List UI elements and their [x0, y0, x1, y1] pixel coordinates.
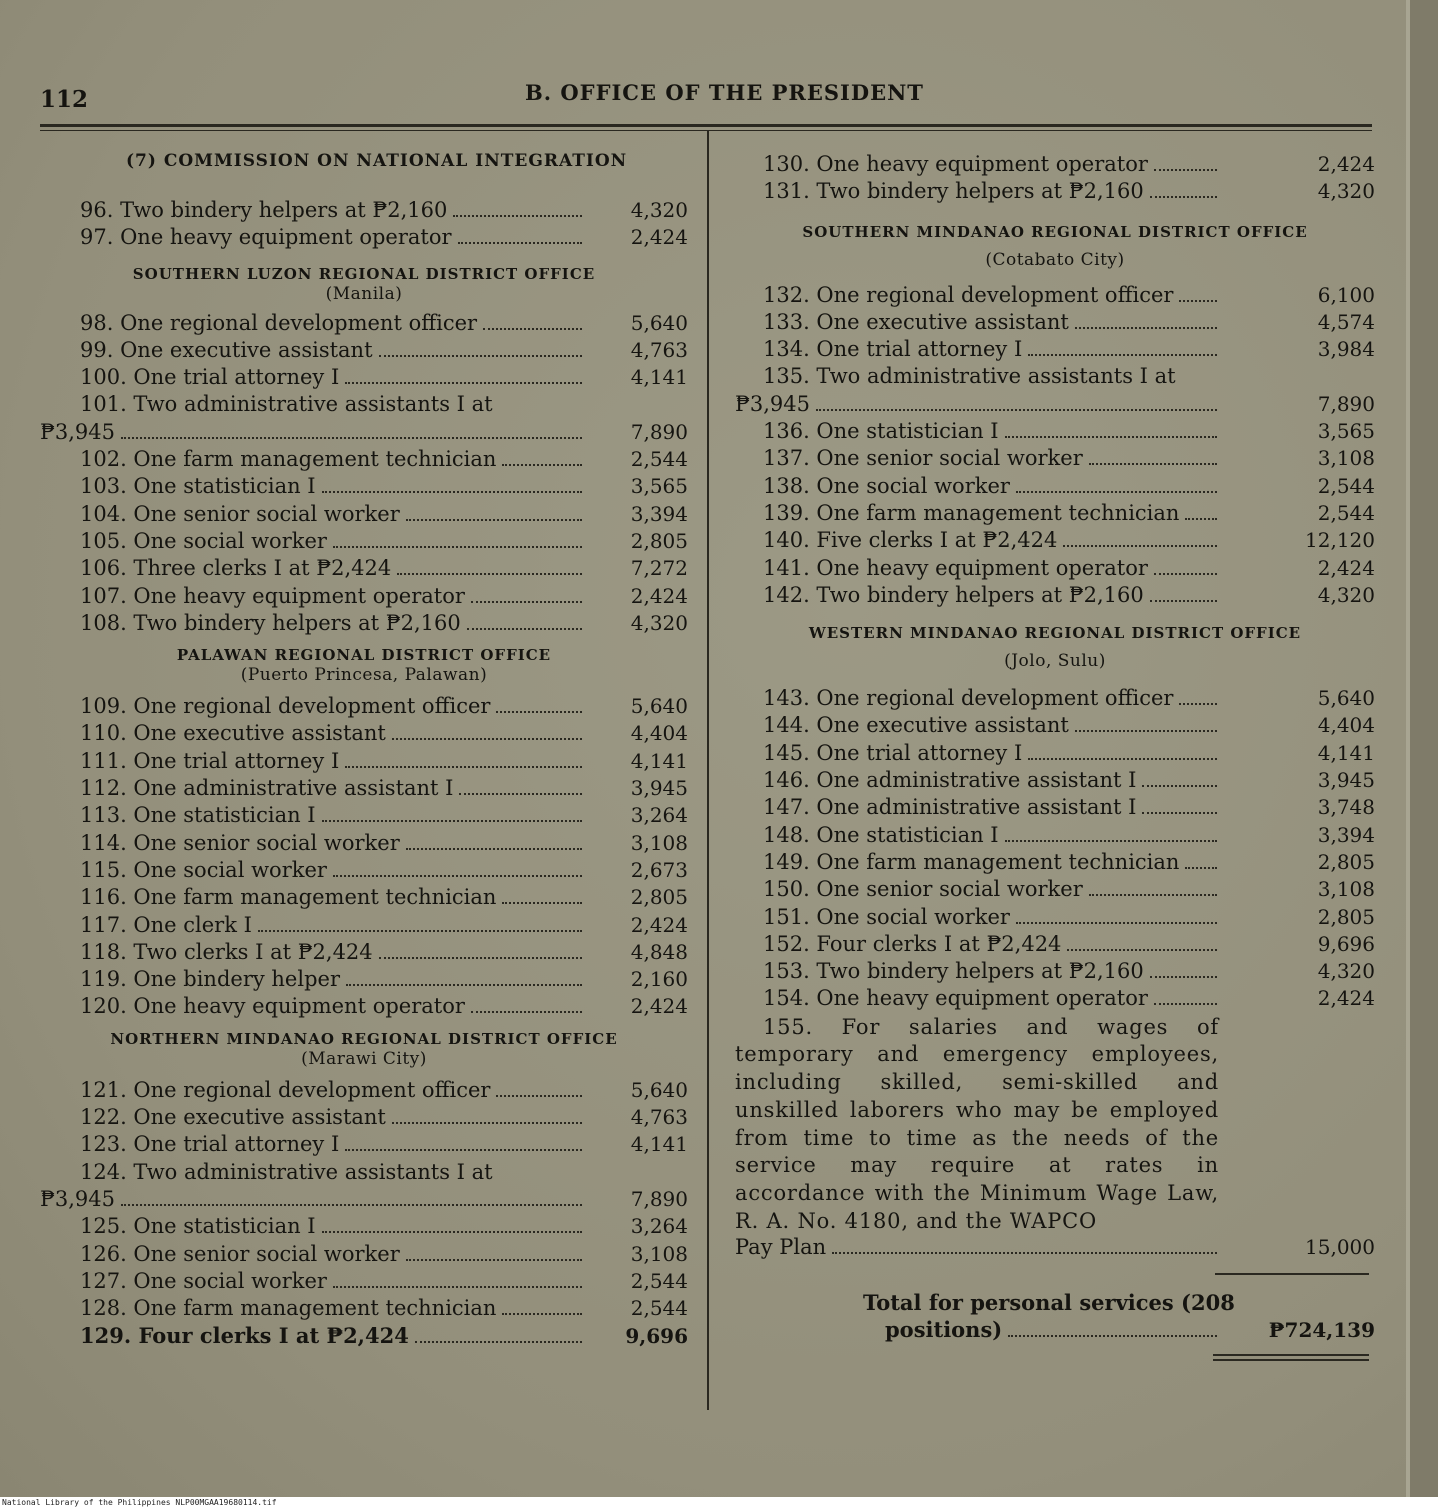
item-amount: 3,394: [630, 501, 688, 526]
line-item: [735, 905, 1375, 932]
line-item: [735, 1235, 1375, 1262]
item-amount: 3,108: [1317, 446, 1375, 471]
item-list: [40, 694, 688, 1022]
leader-dots: [483, 328, 582, 330]
item-text: 103. One statistician I: [80, 474, 316, 499]
line-item: [40, 721, 688, 748]
item-text: 142. Two bindery helpers at ₱2,160: [763, 582, 1144, 607]
item-text: 148. One statistician I: [763, 822, 999, 847]
item-amount: 2,424: [630, 225, 688, 250]
leader-dots: [1008, 1335, 1217, 1337]
item-list: [40, 1214, 688, 1350]
line-item: [40, 1269, 688, 1296]
item-amount: 3,108: [630, 830, 688, 855]
section-title: (7) COMMISSION ON NATIONAL INTEGRATION: [126, 151, 628, 171]
leader-dots: [1089, 894, 1217, 896]
leader-dots: [1016, 491, 1217, 493]
leader-dots: [345, 382, 582, 384]
leader-dots: [1005, 840, 1217, 842]
item-text: 124. Two administrative assistants I at: [80, 1159, 493, 1184]
item-amount: 7,890: [630, 419, 688, 444]
line-item: [40, 198, 688, 225]
line-item: [40, 803, 688, 830]
item-text: 116. One farm management technician: [80, 885, 497, 910]
leader-dots: [1063, 545, 1217, 547]
item-text: 113. One statistician I: [80, 803, 316, 828]
item-amount: 9,696: [1317, 931, 1375, 956]
item-amount: 4,141: [630, 1132, 688, 1157]
item-amount: 2,544: [630, 1296, 688, 1321]
item-amount: 2,424: [630, 994, 688, 1019]
item-amount: 4,320: [1317, 959, 1375, 984]
leader-dots: [1028, 758, 1217, 760]
item-amount: 4,848: [630, 939, 688, 964]
item-list: [40, 1078, 688, 1160]
line-item: [40, 913, 688, 940]
item-text: 137. One senior social worker: [763, 446, 1083, 471]
leader-dots: [379, 957, 582, 959]
item-amount: 2,160: [630, 967, 688, 992]
line-item: [40, 502, 688, 529]
line-item: [40, 1323, 688, 1350]
leader-dots: [1028, 354, 1217, 356]
leader-dots: [1075, 327, 1217, 329]
item-amount: 2,805: [630, 528, 688, 553]
item-text: 125. One statistician I: [80, 1214, 316, 1239]
line-item: [735, 986, 1375, 1013]
leader-dots: [333, 546, 582, 548]
item-amount: 2,424: [630, 583, 688, 608]
line-item: [735, 768, 1375, 795]
item-amount: 5,640: [630, 1077, 688, 1102]
leader-dots: [345, 1149, 582, 1151]
item-text: 129. Four clerks I at ₱2,424: [80, 1323, 409, 1349]
line-item: [40, 885, 688, 912]
item-text: 97. One heavy equipment operator: [80, 225, 452, 250]
line-item: [40, 967, 688, 994]
item-text: 96. Two bindery helpers at ₱2,160: [80, 198, 448, 222]
item-text: 100. One trial attorney I: [80, 365, 340, 390]
office-place: (Cotabato City): [985, 249, 1125, 270]
line-item: [40, 225, 688, 252]
item-text: 150. One senior social worker: [763, 877, 1083, 902]
item-amount: 4,320: [1317, 582, 1375, 607]
item-text: 106. Three clerks I at ₱2,424: [80, 556, 392, 581]
item-amount: 3,394: [1317, 822, 1375, 847]
item-amount: 3,565: [630, 474, 688, 499]
scan-footer: National Library of the Philippines NLP00MGAA19680114.tif: [0, 1497, 1438, 1508]
leader-dots: [458, 242, 582, 244]
item-amount: 4,320: [630, 610, 688, 635]
item-text: 138. One social worker: [763, 473, 1010, 498]
item-text: 146. One administrative assistant I: [763, 768, 1137, 793]
line-item-continuation: [40, 420, 688, 447]
item-amount: 2,805: [1317, 904, 1375, 929]
leader-dots: [379, 355, 582, 357]
item-list: [735, 152, 1375, 207]
item-text: 104. One senior social worker: [80, 501, 400, 526]
line-item: [735, 795, 1375, 822]
item-text: 98. One regional development officer: [80, 310, 478, 335]
line-item: [40, 1078, 688, 1105]
office-place: (Jolo, Sulu): [1004, 651, 1106, 672]
office-title: WESTERN MINDANAO REGIONAL DISTRICT OFFICE: [808, 624, 1302, 643]
line-item: [40, 365, 688, 392]
leader-dots: [1185, 867, 1217, 869]
item-list: [40, 447, 688, 638]
item-amount: 3,264: [630, 1214, 688, 1239]
item-amount: 4,574: [1317, 309, 1375, 334]
office-title: SOUTHERN MINDANAO REGIONAL DISTRICT OFFICE: [802, 222, 1308, 241]
total-rule-double: [1213, 1359, 1369, 1361]
line-item: [735, 283, 1375, 310]
item-amount: 4,141: [1317, 740, 1375, 765]
total-label-line1: Total for personal services (208: [863, 1289, 1235, 1315]
total-line: [735, 1317, 1375, 1344]
line-item: [735, 310, 1375, 337]
item-text: 147. One administrative assistant I: [763, 795, 1137, 820]
total-rule: [1213, 1354, 1369, 1356]
office-place: (Manila): [325, 283, 403, 304]
item-amount: 4,763: [630, 337, 688, 362]
line-item: [40, 392, 688, 419]
line-item: [735, 474, 1375, 501]
item-list: [40, 311, 688, 393]
line-item: [735, 959, 1375, 986]
leader-dots: [406, 519, 582, 521]
leader-dots: [392, 738, 582, 740]
item-text: 134. One trial attorney I: [763, 337, 1023, 362]
item-continuation: ₱3,945: [735, 391, 810, 416]
line-item: [40, 611, 688, 638]
leader-dots: [502, 1313, 582, 1315]
item-list: [735, 283, 1375, 365]
item-text: 117. One clerk I: [80, 912, 252, 937]
leader-dots: [496, 1095, 582, 1097]
item-text: 127. One social worker: [80, 1268, 327, 1293]
leader-dots: [459, 793, 582, 795]
item-text: 119. One bindery helper: [80, 967, 340, 992]
item-text: 130. One heavy equipment operator: [763, 152, 1148, 176]
line-item: [40, 1214, 688, 1241]
item-amount: 4,404: [630, 721, 688, 746]
leader-dots: [1154, 1003, 1217, 1005]
item-amount: 4,320: [630, 198, 688, 222]
line-item: [40, 1160, 688, 1187]
leader-dots: [467, 628, 582, 630]
item-text: 153. Two bindery helpers at ₱2,160: [763, 959, 1144, 984]
item-text: 135. Two administrative assistants I at: [763, 364, 1176, 389]
line-item: [735, 501, 1375, 528]
leader-dots: [397, 573, 582, 575]
item-amount: 2,424: [1317, 555, 1375, 580]
leader-dots: [471, 601, 582, 603]
item-text: 145. One trial attorney I: [763, 740, 1023, 765]
column-divider: [707, 130, 709, 1410]
item-amount: 3,108: [630, 1241, 688, 1266]
item-text: 143. One regional development officer: [763, 686, 1174, 711]
item-text: 115. One social worker: [80, 857, 327, 882]
item-text: 133. One executive assistant: [763, 309, 1069, 334]
line-item: [40, 1105, 688, 1132]
line-item: [735, 713, 1375, 740]
item-amount: 4,141: [630, 365, 688, 390]
line-item: [735, 932, 1375, 959]
right-column: [735, 152, 1375, 1361]
leader-dots: [1179, 703, 1217, 705]
leader-dots: [1075, 730, 1217, 732]
line-item: [735, 583, 1375, 610]
item-text: 123. One trial attorney I: [80, 1132, 340, 1157]
line-item: [40, 474, 688, 501]
line-item: [735, 446, 1375, 473]
leader-dots: [121, 1204, 582, 1206]
leader-dots: [333, 1286, 582, 1288]
line-item: [735, 877, 1375, 904]
header-rule-thin: [40, 130, 1372, 131]
item-text: 121. One regional development officer: [80, 1077, 491, 1102]
leader-dots: [502, 464, 582, 466]
leader-dots: [406, 1259, 582, 1261]
leader-dots: [471, 1011, 582, 1013]
line-item: [735, 823, 1375, 850]
item-amount: 7,272: [630, 556, 688, 581]
item-amount: 7,890: [1317, 391, 1375, 416]
item-amount: 2,673: [630, 857, 688, 882]
line-item: [40, 858, 688, 885]
leader-dots: [1185, 518, 1217, 520]
leader-dots: [322, 491, 582, 493]
item-text: 128. One farm management technician: [80, 1296, 497, 1321]
line-item: [40, 694, 688, 721]
leader-dots: [322, 1231, 582, 1233]
item-amount: 3,984: [1317, 337, 1375, 362]
item-amount: 2,544: [1317, 473, 1375, 498]
item-amount: 5,640: [630, 694, 688, 719]
item-amount: 2,424: [630, 912, 688, 937]
leader-dots: [345, 766, 582, 768]
leader-dots: [1154, 169, 1217, 171]
item-text: 151. One social worker: [763, 904, 1010, 929]
leader-dots: [415, 1341, 582, 1343]
office-title: SOUTHERN LUZON REGIONAL DISTRICT OFFICE: [132, 264, 596, 283]
item-amount: 2,424: [1317, 152, 1375, 176]
line-item: [735, 850, 1375, 877]
line-item: [735, 419, 1375, 446]
page-number: 112: [40, 86, 89, 113]
leader-dots: [1150, 976, 1217, 978]
item-amount: 2,424: [1317, 986, 1375, 1011]
leader-dots: [1142, 812, 1217, 814]
line-item: [735, 152, 1375, 179]
leader-dots: [1067, 949, 1217, 951]
item-text: 111. One trial attorney I: [80, 748, 340, 773]
leader-dots: [1142, 785, 1217, 787]
item-amount: 7,890: [630, 1186, 688, 1211]
item-amount: 2,805: [630, 885, 688, 910]
total-amount: ₱724,139: [1268, 1317, 1375, 1342]
leader-dots: [1154, 573, 1217, 575]
item-155-text: 155. For salaries and wages of temporary and emergency employees, including skilled, semi-skilled and unskilled laborers who may be employed from time to time as the needs of the service may require at rates in accordance with the Minimum Wage Law, R. A. No. 4180, and the WAPCO: [735, 1014, 1219, 1233]
line-item: [40, 749, 688, 776]
item-text: 122. One executive assistant: [80, 1105, 386, 1130]
item-continuation: ₱3,945: [40, 419, 115, 444]
item-text: 139. One farm management technician: [763, 500, 1180, 525]
page-header: B. OFFICE OF THE PRESIDENT: [525, 80, 924, 105]
item-text: 141. One heavy equipment operator: [763, 555, 1148, 580]
item-amount: 2,544: [630, 447, 688, 472]
page-edge: [1410, 0, 1438, 1508]
item-text: 152. Four clerks I at ₱2,424: [763, 931, 1062, 956]
item-text: 107. One heavy equipment operator: [80, 583, 465, 608]
leader-dots: [453, 215, 582, 217]
item-amount: 4,141: [630, 748, 688, 773]
item-text: 102. One farm management technician: [80, 447, 497, 472]
leader-dots: [1089, 463, 1217, 465]
line-item: [40, 1296, 688, 1323]
item-text: 118. Two clerks I at ₱2,424: [80, 939, 373, 964]
line-item: [735, 528, 1375, 555]
item-text: 108. Two bindery helpers at ₱2,160: [80, 610, 461, 635]
line-item: [40, 1242, 688, 1269]
line-item: [40, 831, 688, 858]
item-text: 105. One social worker: [80, 528, 327, 553]
item-text: 110. One executive assistant: [80, 721, 386, 746]
item-text: 114. One senior social worker: [80, 830, 400, 855]
item-text: 149. One farm management technician: [763, 849, 1180, 874]
item-amount: 15,000: [1305, 1235, 1375, 1260]
office-place: (Puerto Princesa, Palawan): [240, 665, 488, 686]
item-amount: 5,640: [630, 310, 688, 335]
leader-dots: [1179, 300, 1217, 302]
total-label-line2: positions): [885, 1316, 1003, 1342]
leader-dots: [121, 437, 582, 439]
item-amount: 2,544: [630, 1268, 688, 1293]
line-item: [40, 776, 688, 803]
item-amount: 3,264: [630, 803, 688, 828]
item-amount: 3,565: [1317, 419, 1375, 444]
item-amount: 4,404: [1317, 713, 1375, 738]
item-text: 126. One senior social worker: [80, 1241, 400, 1266]
item-amount: 5,640: [1317, 686, 1375, 711]
office-title: NORTHERN MINDANAO REGIONAL DISTRICT OFFICE: [110, 1029, 618, 1048]
item-amount: 12,120: [1305, 528, 1375, 553]
line-item: [735, 741, 1375, 768]
leader-dots: [502, 902, 582, 904]
item-amount: 2,805: [1317, 849, 1375, 874]
line-item: [40, 994, 688, 1021]
item-amount: 3,945: [630, 776, 688, 801]
leader-dots: [1016, 922, 1217, 924]
left-column: [40, 152, 688, 1351]
leader-dots: [322, 820, 582, 822]
item-text: 120. One heavy equipment operator: [80, 994, 465, 1019]
leader-dots: [258, 930, 582, 932]
leader-dots: [406, 848, 582, 850]
item-amount: 2,544: [1317, 500, 1375, 525]
line-item-continuation: [40, 1187, 688, 1214]
leader-dots: [1150, 600, 1217, 602]
item-text: 109. One regional development officer: [80, 694, 491, 719]
line-item: [735, 556, 1375, 583]
line-item: [40, 338, 688, 365]
line-item: [735, 337, 1375, 364]
item-text: 144. One executive assistant: [763, 713, 1069, 738]
item-text: 136. One statistician I: [763, 419, 999, 444]
leader-dots: [346, 984, 582, 986]
header-rule: [40, 124, 1372, 127]
line-item: [40, 1132, 688, 1159]
line-item: [40, 447, 688, 474]
leader-dots: [496, 711, 582, 713]
line-item: [40, 529, 688, 556]
leader-dots: [1150, 196, 1217, 198]
item-amount: 3,945: [1317, 768, 1375, 793]
line-item-continuation: [735, 392, 1375, 419]
line-item: [735, 686, 1375, 713]
line-item: [40, 556, 688, 583]
office-place: (Marawi City): [301, 1048, 427, 1069]
item-text: Pay Plan: [735, 1235, 827, 1260]
item-text: 99. One executive assistant: [80, 337, 373, 362]
item-amount: 3,748: [1317, 795, 1375, 820]
item-amount: 6,100: [1317, 282, 1375, 307]
item-text: 154. One heavy equipment operator: [763, 986, 1148, 1011]
item-text: 132. One regional development officer: [763, 282, 1174, 307]
leader-dots: [1005, 436, 1217, 438]
item-amount: 3,108: [1317, 877, 1375, 902]
leader-dots: [392, 1122, 582, 1124]
item-text: 101. Two administrative assistants I at: [80, 392, 493, 417]
line-item: [735, 179, 1375, 206]
leader-dots: [832, 1252, 1217, 1254]
line-item: [40, 940, 688, 967]
line-item: [40, 311, 688, 338]
item-list: [735, 419, 1375, 610]
line-item: [40, 584, 688, 611]
item-continuation: ₱3,945: [40, 1186, 115, 1211]
item-list: [40, 198, 688, 253]
item-amount: 4,763: [630, 1105, 688, 1130]
leader-dots: [333, 875, 582, 877]
item-amount: 4,320: [1317, 179, 1375, 204]
item-list: [735, 686, 1375, 1014]
item-text: 140. Five clerks I at ₱2,424: [763, 528, 1058, 553]
leader-dots: [816, 409, 1217, 411]
item-text: 112. One administrative assistant I: [80, 776, 454, 801]
line-item: [735, 364, 1375, 391]
office-title: PALAWAN REGIONAL DISTRICT OFFICE: [176, 646, 552, 665]
item-text: 131. Two bindery helpers at ₱2,160: [763, 179, 1144, 204]
item-amount: 9,696: [625, 1324, 688, 1349]
